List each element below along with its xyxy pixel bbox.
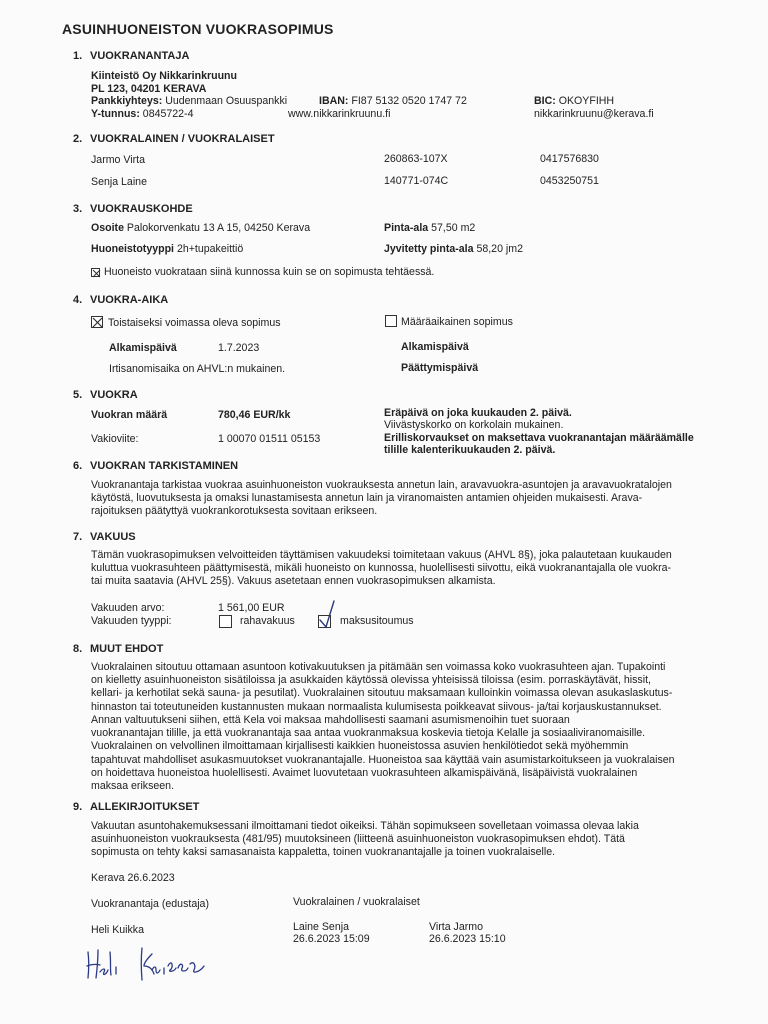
section-7-heading: 7. VAKUUS [73, 531, 136, 543]
cash-deposit-checkbox[interactable] [219, 615, 232, 628]
rent-review-paragraph: Vuokranantaja tarkistaa vuokraa asuinhuoneiston vuokrauksesta annetun lain, aravavuokra-asuntojen ja aravavuokratalojen käytöstä, luovutuksesta ja omaksi lunastamisesta annetun lain ja viranomaisten antamien ohjeiden mukaisesti. Arava- rajoituksen päätyttyä vuokrankorotuksesta sovitaan erikseen. [91, 479, 672, 518]
iban: IBAN: FI87 5132 0520 1747 72 [319, 95, 467, 107]
property-address: Osoite Palokorvenkatu 13 A 15, 04250 Kerava [91, 222, 311, 234]
fixed-term-checkbox[interactable] [385, 315, 397, 327]
section-8-heading: 8. MUUT EHDOT [73, 643, 164, 655]
signer-1-name: Laine Senja [293, 921, 349, 933]
bic: BIC: OKOYFIHH [534, 95, 615, 107]
landlord-signer-name: Heli Kuikka [91, 924, 144, 936]
signer-1-timestamp: 26.6.2023 15:09 [293, 933, 370, 945]
security-paragraph: Tämän vuokrasopimuksen velvoitteiden täyttämisen vakuudeksi toimitetaan vakuus (AHVL 8§), joka palautetaan kuukauden kuluttua vuokrasuhteen päättymisestä, mikäli huoneisto on kunnossa, huolellisesti siivottu, eikä vuokranantajalla ole vuokra- tai muita saatavia (AHVL 25§). Vakuus asetetaan ennen vuokrasopimuksen alkamista. [91, 549, 672, 588]
checkmark-x-icon [92, 269, 101, 278]
handwritten-signature [84, 944, 216, 984]
handwritten-check-icon [316, 598, 338, 630]
business-id: Y-tunnus: 0845722-4 [91, 108, 194, 120]
security-value-label: Vakuuden arvo: [91, 602, 165, 614]
condition-text: Huoneisto vuokrataan siinä kunnossa kuin se on sopimusta tehtäessä. [104, 266, 435, 278]
landlord-signer-label: Vuokranantaja (edustaja) [91, 898, 209, 910]
section-6-heading: 6. VUOKRAN TARKISTAMINEN [73, 460, 239, 472]
section-5-heading: 5. VUOKRA [73, 389, 138, 401]
tenant-id: 140771-074C [384, 175, 449, 187]
tenant-id: 260863-107X [384, 153, 448, 165]
rent-amount-value: 780,46 EUR/kk [218, 409, 291, 421]
signer-2-name: Virta Jarmo [429, 921, 483, 933]
place-and-date: Kerava 26.6.2023 [91, 872, 175, 884]
landlord-website: www.nikkarinkruunu.fi [288, 108, 391, 120]
late-interest-text: Viivästyskorko on korkolain mukainen. [384, 419, 564, 431]
bank-connection: Pankkiyhteys: Uudenmaan Osuuspankki [91, 95, 288, 107]
commitment-label: maksusitoumus [340, 615, 414, 627]
indefinite-contract-checkbox[interactable] [91, 316, 103, 328]
indefinite-contract-label: Toistaiseksi voimassa oleva sopimus [108, 317, 281, 329]
section-4-heading: 4. VUOKRA-AIKA [73, 294, 169, 306]
tenant-signers-label: Vuokralainen / vuokralaiset [293, 896, 420, 908]
due-date-text: Eräpäivä on joka kuukauden 2. päivä. [384, 407, 572, 419]
condition-checkbox[interactable] [91, 268, 100, 277]
tenant-name: Senja Laine [91, 176, 147, 188]
fixed-start-label: Alkamispäivä [401, 341, 469, 353]
section-3-heading: 3. VUOKRAUSKOHDE [73, 203, 193, 215]
notice-period-text: Irtisanomisaika on AHVL:n mukainen. [109, 363, 286, 375]
document-title: ASUINHUONEISTON VUOKRASOPIMUS [62, 21, 334, 37]
extra-charges-line-2: tilille kalenterikuukauden 2. päivä. [384, 444, 556, 456]
extra-charges-line-1: Erilliskorvaukset on maksettava vuokranantajan määräämälle [384, 432, 694, 444]
section-9-heading: 9. ALLEKIRJOITUKSET [73, 801, 200, 813]
start-date-value: 1.7.2023 [218, 342, 260, 354]
security-type-label: Vakuuden tyyppi: [91, 615, 172, 627]
cash-deposit-label: rahavakuus [240, 615, 295, 627]
security-value: 1 561,00 EUR [218, 602, 285, 614]
tenant-phone: 0453250751 [540, 175, 599, 187]
signer-2-timestamp: 26.6.2023 15:10 [429, 933, 506, 945]
checkmark-x-icon [92, 317, 104, 329]
landlord-address: PL 123, 04201 KERAVA [91, 83, 207, 95]
divided-area: Jyvitetty pinta-ala 58,20 jm2 [384, 243, 523, 255]
apartment-type: Huoneistotyyppi 2h+tupakeittiö [91, 243, 244, 255]
fixed-term-label: Määräaikainen sopimus [401, 316, 513, 328]
tenant-name: Jarmo Virta [91, 154, 145, 166]
rent-amount-label: Vuokran määrä [91, 409, 168, 421]
fixed-end-label: Päättymispäivä [401, 362, 479, 374]
start-date-label: Alkamispäivä [109, 342, 177, 354]
property-area: Pinta-ala 57,50 m2 [384, 222, 476, 234]
landlord-name: Kiinteistö Oy Nikkarinkruunu [91, 70, 237, 82]
section-1-heading: 1. VUOKRANANTAJA [73, 50, 190, 62]
reference-value: 1 00070 01511 05153 [218, 433, 321, 445]
landlord-email: nikkarinkruunu@kerava.fi [534, 108, 654, 120]
tenant-phone: 0417576830 [540, 153, 599, 165]
other-terms-paragraph: Vuokralainen sitoutuu ottamaan asuntoon kotivakuutuksen ja pitämään sen voimassa koko vuokrasuhteen ajan. Tupakointi on kielletty asuinhuoneiston sisätiloissa ja asukkaiden käytössä olevissa yhteisissä tiloissa (esim. porraskäytävät, hissit, kellari- ja kerhotilat sekä sauna- ja pesutilat). Vuokralainen sitoutuu maksamaan kulloinkin voimassa olevan asukaslaskutus- hinnaston tai toteutuneiden kustannusten mukaan normaalista kulumisesta poikkeavat siivous- ja/tai korjauskustannukset. Annan valtuutukseni siihen, että Kela voi maksaa mahdollisesti saamani asumismenoihin tuet suoraan vuokranantajan tilille, ja että vuokranantaja saa antaa vuokranmaksua koskevia tietoja Kelalle ja sosiaaliviranomaisille. Vuokralainen on velvollinen ilmoittamaan kirjallisesti kaikkien huoneistossa asuvien henkilötiedot sekä myöhemmin tapahtuvat mahdolliset asukasmuutokset vuokranantajalle. Huoneistoa saa käyttää vain asumistarkoitukseen ja vuokralaisen on hoidettava huoneistoa huolellisesti. Avaimet luovutetaan vuokrasuhteen alkamispäivänä, lisäpäivistä vuokralainen maksaa erikseen. [91, 661, 675, 793]
signatures-paragraph: Vakuutan asuntohakemuksessani ilmoittamani tiedot oikeiksi. Tähän sopimukseen sovelletaan voimassa olevaa lakia asuinhuoneiston vuokrauksesta (481/95) muutoksineen (liitteenä asuinhuoneiston vuokrasopimuksen ehdot). Tätä sopimusta on tehty kaksi samasanaista kappaletta, toinen vuokranantajalle ja toinen vuokralaiselle. [91, 820, 639, 859]
reference-label: Vakioviite: [91, 433, 139, 445]
section-2-heading: 2. VUOKRALAINEN / VUOKRALAISET [73, 133, 275, 145]
